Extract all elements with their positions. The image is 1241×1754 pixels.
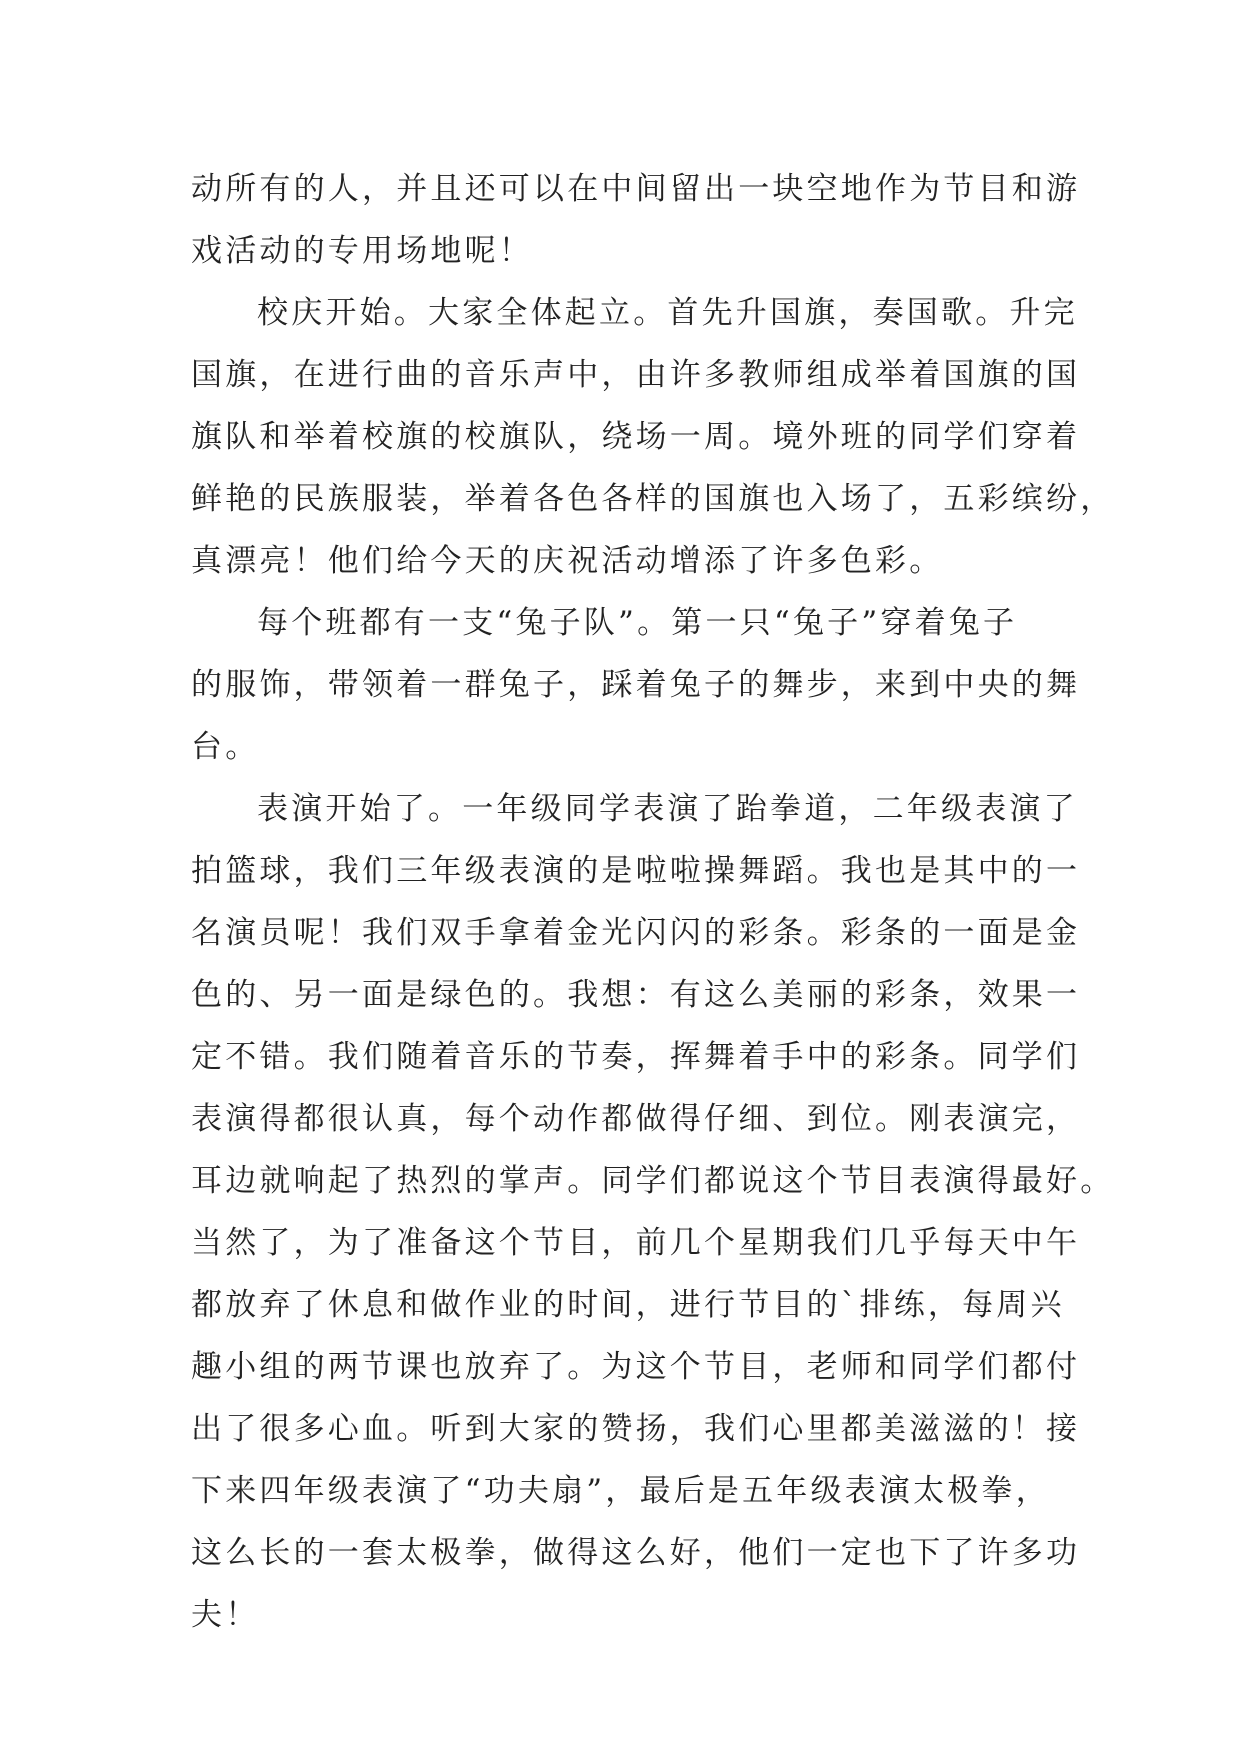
text-line: 耳边就响起了热烈的掌声。同学们都说这个节目表演得最好。: [191, 1163, 1115, 1199]
text-line: 下来四年级表演了“功夫扇”，最后是五年级表演太极拳，: [191, 1473, 1050, 1509]
text-line: 国旗，在进行曲的音乐声中，由许多教师组成举着国旗的国: [191, 357, 1081, 393]
text-line: 色的、另一面是绿色的。我想：有这么美丽的彩条，效果一: [191, 977, 1081, 1013]
text-line: 当然了，为了准备这个节目，前几个星期我们几乎每天中午: [191, 1225, 1081, 1261]
text-line: 这么长的一套太极拳，做得这么好，他们一定也下了许多功: [191, 1535, 1081, 1571]
text-line: 表演得都很认真，每个动作都做得仔细、到位。刚表演完，: [191, 1101, 1081, 1137]
text-line: 旗队和举着校旗的校旗队，绕场一周。境外班的同学们穿着: [191, 419, 1081, 455]
text-line: 拍篮球，我们三年级表演的是啦啦操舞蹈。我也是其中的一: [191, 853, 1081, 889]
body-text: [191, 158, 1115, 1646]
text-line: 真漂亮！他们给今天的庆祝活动增添了许多色彩。: [191, 543, 944, 579]
paragraph-start-line: 表演开始了。一年级同学表演了跆拳道，二年级表演了: [257, 791, 1078, 827]
text-line: 名演员呢！我们双手拿着金光闪闪的彩条。彩条的一面是金: [191, 915, 1081, 951]
text-line: 都放弃了休息和做作业的时间，进行节目的`排练，每周兴: [191, 1287, 1065, 1323]
text-line: 台。: [191, 729, 260, 765]
text-line: 趣小组的两节课也放弃了。为这个节目，老师和同学们都付: [191, 1349, 1081, 1385]
text-line: 出了很多心血。听到大家的赞扬，我们心里都美滋滋的！接: [191, 1411, 1081, 1447]
text-line: 动所有的人，并且还可以在中间留出一块空地作为节目和游: [191, 171, 1081, 207]
text-line: 戏活动的专用场地呢！: [191, 233, 533, 269]
text-line: 的服饰，带领着一群兔子，踩着兔子的舞步，来到中央的舞: [191, 667, 1081, 703]
text-line: 鲜艳的民族服装，举着各色各样的国旗也入场了，五彩缤纷，: [191, 481, 1115, 517]
text-line: 夫！: [191, 1597, 260, 1633]
paragraph-start-line: 每个班都有一支“兔子队”。第一只“兔子”穿着兔子: [257, 605, 1018, 641]
text-line: 定不错。我们随着音乐的节奏，挥舞着手中的彩条。同学们: [191, 1039, 1081, 1075]
paragraph-start-line: 校庆开始。大家全体起立。首先升国旗，奏国歌。升完: [257, 295, 1078, 331]
